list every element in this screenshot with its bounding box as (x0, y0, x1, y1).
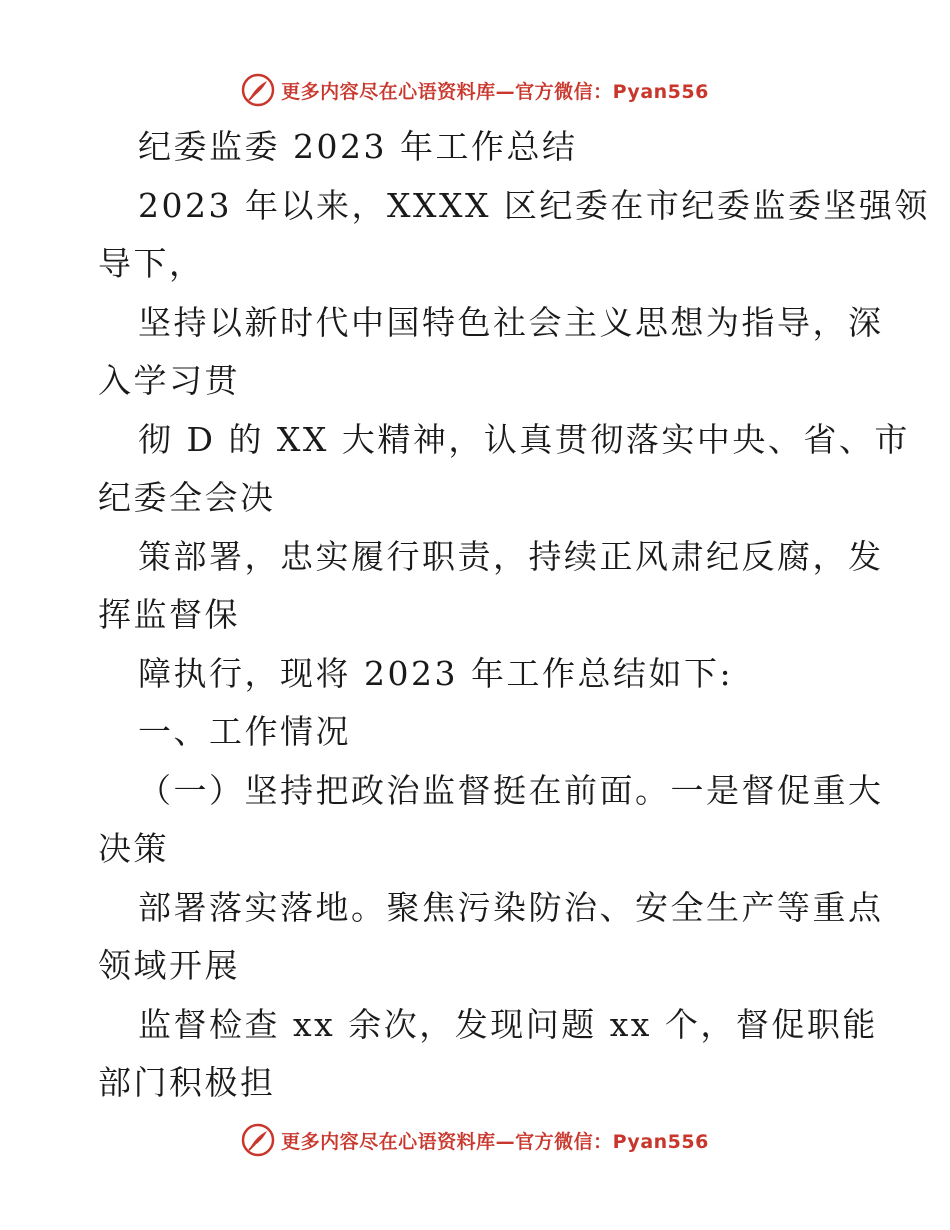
text-line: 纪委监委 2023 年工作总结 (138, 127, 578, 166)
footer-banner[interactable] (0, 1120, 950, 1160)
text-line: 入学习贯 (98, 361, 240, 400)
text-line: 纪委全会决 (98, 478, 276, 517)
text-line: 部署落实落地。聚焦污染防治、安全生产等重点 (138, 887, 884, 927)
header-banner[interactable] (0, 70, 950, 110)
footer-banner-text: 更多内容尽在心语资料库—官方微信：Pyan556 (281, 1130, 709, 1153)
document-body (98, 118, 930, 1113)
text-line: 一、工作情况 (138, 712, 351, 751)
text-line: 部门积极担 (98, 1063, 276, 1102)
text-line: 领域开展 (98, 946, 240, 985)
text-line: 障执行，现将 2023 年工作总结如下: (138, 653, 734, 693)
text-line: 2023 年以来，XXXX 区纪委在市纪委监委坚强领 (138, 185, 930, 225)
header-banner-text: 更多内容尽在心语资料库—官方微信：Pyan556 (281, 80, 709, 103)
text-line: 决策 (98, 829, 169, 868)
text-line: 监督检查 xx 余次，发现问题 xx 个，督促职能 (138, 1004, 878, 1044)
text-line: 导下， (98, 244, 205, 283)
text-line: 挥监督保 (98, 595, 240, 634)
text-line: （一）坚持把政治监督挺在前面。一是督促重大 (138, 770, 884, 810)
feather-pen-logo-icon (241, 1123, 275, 1157)
text-line: 坚持以新时代中国特色社会主义思想为指导，深 (138, 302, 884, 342)
text-line: 策部署，忠实履行职责，持续正风肃纪反腐，发 (138, 536, 884, 576)
text-line: 彻 D 的 XX 大精神，认真贯彻落实中央、省、市 (138, 419, 910, 459)
feather-pen-logo-icon (241, 73, 275, 107)
